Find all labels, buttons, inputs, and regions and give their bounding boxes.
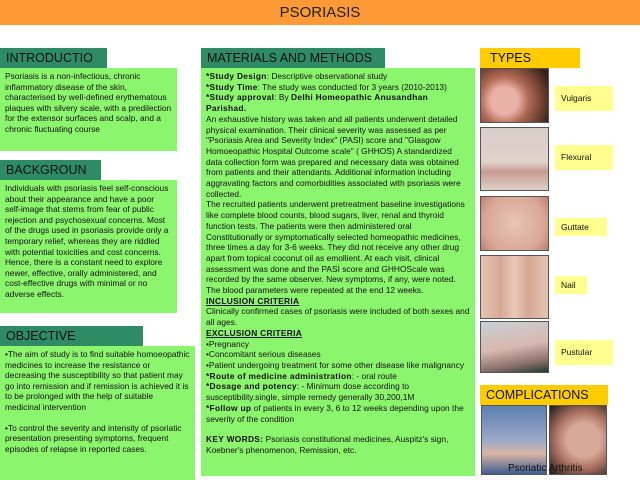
- background-box: [0, 180, 177, 313]
- inclusion-text: Clinically confirmed cases of psoriasis were included of both sexes and all ages.: [206, 306, 470, 328]
- complications-heading: COMPLICATIONS: [480, 385, 608, 405]
- approval-text: Delhi Homeopathic Anusandhan Parishad.: [206, 92, 429, 114]
- type-label-vulgaris: Vulgaris: [555, 86, 613, 111]
- keywords-text: Psoriasis constitutional medicines, Auspitz's sign, Koebner's phenomenon, Remission, etc.: [206, 434, 449, 455]
- route-label: *Route of medicine administration: [206, 370, 352, 381]
- keywords-label: KEY WORDS:: [206, 434, 264, 445]
- complication-caption: Psoriatic Arthritis: [508, 463, 583, 474]
- design-text: : Descriptive observational study: [266, 71, 388, 81]
- guttate-image: [480, 196, 549, 251]
- route-text: : - oral route: [351, 370, 397, 381]
- methods-para: An exhaustive history was taken and all patients underwent detailed physical examination. Their clinical severity was assessed as per "Psoriasis Area and Severity Index" (PASI) score and "Glasgow Homoeopathic Hospital Outcome scale" ( GHHOS) A standardized data collection form was prepared and necessary data was obtained from patients and their attendants. Additional information including aggravating factors and comorbidities associated with psoriasis were collected.: [206, 113, 461, 199]
- dosage-label: *Dosage and potency: [206, 381, 297, 392]
- intro-text: Psoriasis is a non-infectious, chronic inflammatory disease of the skin, characterised by well-defined erythematous plaques with silvery scale, with a predilection for the extensor surfaces and scalp, and a chronic fluctuating course: [5, 71, 172, 134]
- inclusion-heading: INCLUSION CRITERIA: [206, 295, 300, 306]
- vulgaris-image: [480, 68, 549, 123]
- follow-text: of patients in every 3, 6 to 12 weeks depending upon the severity of the condition: [206, 402, 464, 424]
- pustular-image: [480, 321, 549, 373]
- type-label-guttate: Guttate: [555, 218, 607, 236]
- flexural-image: [480, 127, 549, 191]
- follow-label: *Follow up: [206, 402, 252, 413]
- methods-para: The recruited patients underwent pretreatment baseline investigations like complete blood counts, blood sugars, liver, renal and thyroid function tests. The patients were then administered oral Constitutionally or symptomatically selected homeopathic medicines, three times a day for 3-6 weeks. They did not receive any other drug apart from topical coconut oil as emollient. At each visit, clinical assessment was done and the PASI score and GHHOScale was recorded by the same observer. New symptoms, if any, were noted. The blood parameters were repeated at the end 12 weeks.: [206, 199, 465, 296]
- objective-heading: OBJECTIVE: [0, 326, 143, 346]
- type-label-pustular: Pustular: [555, 340, 613, 365]
- types-heading: TYPES: [480, 48, 580, 68]
- objective-box: [0, 346, 195, 480]
- type-label-flexural: Flexural: [555, 145, 613, 170]
- dosage-text: : - Minimum dose according to susceptibility.single, simple remedy generally 30,200,1M: [206, 381, 415, 403]
- exclusion-item: •Pregnancy: [206, 338, 249, 349]
- intro-heading: INTRODUCTIO: [0, 48, 107, 68]
- exclusion-item: •Patient undergoing treatment for some other disease like malignancy: [206, 359, 465, 370]
- objective-item: •The aim of study is to find suitable homoeopathic medicines to increase the resistance or decreasing the susceptibility so that patient may go into remission and if remission is achieved it is to be prolonged with the help of suitable medicinal intervention: [5, 349, 190, 412]
- methods-box: [201, 68, 475, 476]
- background-text: Individuals with psoriasis feel self-conscious about their appearance and have a poor self-image that stems from fear of public rejection and psychosexual concerns. Most of the drugs used in psoriasis provide only a temporary relief, whereas they are riddled with potential toxicities and cost concerns. Hence, there is a constant need to explore newer, effective, orally administered, and cost-effective drugs with minimal or no adverse effects.: [5, 183, 169, 299]
- type-label-nail: Nail: [555, 276, 587, 294]
- title-banner: [0, 0, 640, 25]
- time-label: *Study Time: [206, 81, 258, 92]
- exclusion-heading: EXCLUSION CRITERIA: [206, 327, 303, 338]
- background-heading: BACKGROUN: [0, 160, 101, 180]
- exclusion-item: •Concomitant serious diseases: [206, 349, 321, 360]
- approval-label: *Study approval: [206, 92, 275, 103]
- poster-title: PSORIASIS: [279, 4, 361, 21]
- approval-pre: : By: [274, 92, 292, 103]
- objective-item: •To control the severity and intensity of psoriatic presentation presenting symptoms, frequent episodes of relapse in reported cases.: [5, 422, 182, 454]
- design-label: *Study Design: [206, 71, 267, 81]
- time-text: : The study was conducted for 3 years (2010-2013): [257, 81, 447, 92]
- nail-image: [480, 255, 549, 319]
- methods-heading: MATERIALS AND METHODS: [201, 48, 385, 68]
- intro-box: [0, 68, 177, 151]
